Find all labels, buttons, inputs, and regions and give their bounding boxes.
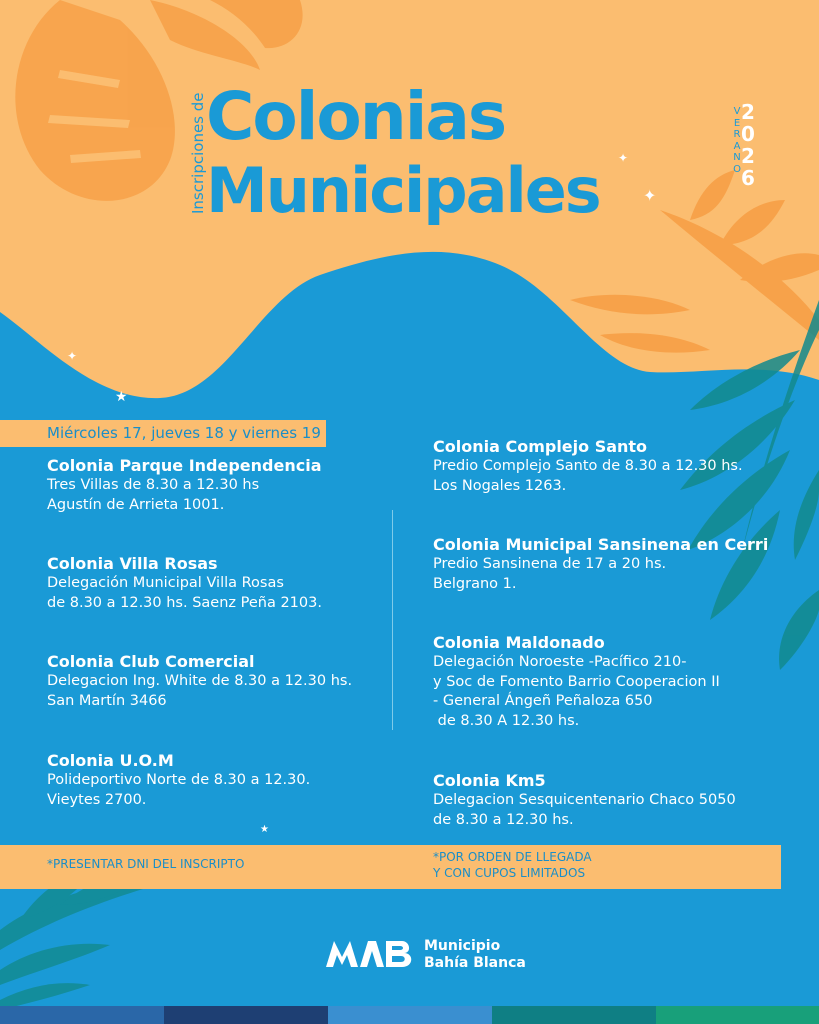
colonia-detail: de 8.30 A 12.30 hs. [433,712,580,729]
colonia-detail: San Martín 3466 [47,692,167,709]
colonia-sansinena-cerri [433,535,768,594]
stripe [164,1006,328,1024]
colonia-detail: de 8.30 a 12.30 hs. Saenz Peña 2103. [47,594,322,611]
season-letter: E [733,117,741,129]
year-digit: 2 [741,100,755,124]
colonia-name: Colonia Parque Independencia [47,456,322,475]
sparkle-icon: ★ [260,824,269,835]
color-stripes [0,1006,819,1024]
colonia-detail: Tres Villas de 8.30 a 12.30 hs [47,477,260,493]
year-digit: 2 [741,144,755,168]
colonia-name: Colonia Club Comercial [47,652,255,671]
logo-line-2: Bahía Blanca [424,955,526,971]
colonia-detail: Delegación Municipal Villa Rosas [47,575,284,591]
colonia-detail: - General Ángeñ Peñaloza 650 [433,693,653,709]
logo-line-1: Municipio [424,938,501,954]
sparkle-icon: ✦ [67,349,78,363]
dates-text: Miércoles 17, jueves 18 y viernes 19 [47,424,321,442]
municipio-logo-icon [324,937,420,969]
note-orden-line-2: Y CON CUPOS LIMITADOS [433,866,586,880]
colonia-name: Colonia Km5 [433,771,546,790]
column-divider [392,510,393,730]
colonia-name: Colonia Maldonado [433,633,605,652]
colonia-name: Colonia Villa Rosas [47,554,218,573]
colonia-name: Colonia U.O.M [47,751,174,770]
year-digit: 0 [741,122,755,146]
logo-text [424,938,526,972]
season-letter: R [733,129,741,140]
season-letter: V [733,106,741,117]
colonia-detail: Los Nogales 1263. [433,477,567,494]
colonia-detail: Agustín de Arrieta 1001. [47,496,225,513]
colonia-detail: Delegación Noroeste -Pacífico 210- [433,654,687,670]
colonia-detail: Delegacion Sesquicentenario Chaco 5050 [433,792,736,808]
stripe [492,1006,656,1024]
sparkle-icon: ✦ [643,186,657,205]
season-letter: A [733,140,741,152]
colonia-detail: Vieytes 2700. [47,791,147,808]
season-letter: N [733,152,741,163]
colonia-complejo-santo [433,437,743,496]
colonia-parque-independencia [47,456,322,515]
colonia-detail: y Soc de Fomento Barrio Cooperacion II [433,673,720,690]
colonia-detail: Belgrano 1. [433,575,517,592]
colonia-detail: de 8.30 a 12.30 hs. [433,811,574,828]
season-letter: O [733,163,741,175]
colonia-detail: Predio Complejo Santo de 8.30 a 12.30 hs. [433,458,743,474]
sparkle-icon: ✦ [618,151,629,165]
colonia-detail: Delegacion Ing. White de 8.30 a 12.30 hs. [47,673,353,689]
colonia-km5 [433,771,736,830]
dates-banner [0,420,326,447]
note-orden-line-1: *POR ORDEN DE LLEGADA [433,850,592,864]
title-line-2: Municipales [206,154,600,227]
sparkle-icon: ★ [115,389,128,405]
subtitle: Inscripciones de [189,92,207,214]
stripe [0,1006,164,1024]
colonia-maldonado [433,633,720,731]
stripe [328,1006,492,1024]
colonia-detail: Predio Sansinena de 17 a 20 hs. [433,556,667,572]
stripe [656,1006,819,1024]
note-dni: *PRESENTAR DNI DEL INSCRIPTO [47,857,245,871]
colonia-uom [47,751,310,810]
title-line-1: Colonias [206,78,506,155]
year-label [738,101,758,189]
colonia-name: Colonia Municipal Sansinena en Cerri [433,535,769,554]
year-digit: 6 [741,166,755,190]
colonia-villa-rosas [47,554,322,613]
colonia-name: Colonia Complejo Santo [433,437,648,456]
colonia-club-comercial [47,652,352,711]
colonia-detail: Polideportivo Norte de 8.30 a 12.30. [47,772,311,788]
